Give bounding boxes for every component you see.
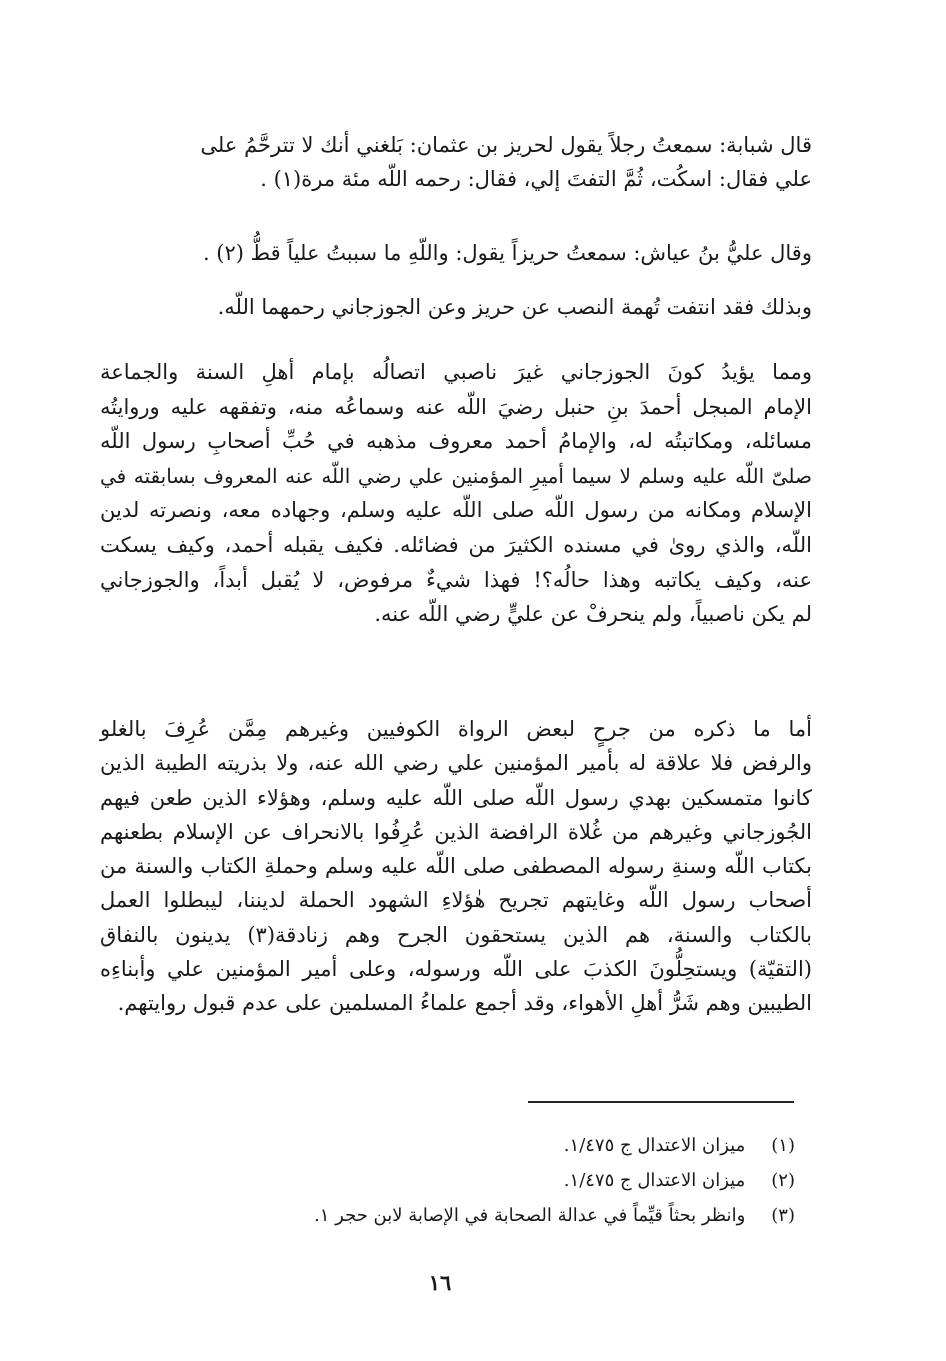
text-line: أما ما ذكره من جرحٍ لبعض الرواة الكوفيين وغيرهم مِمَّن عُرِفَ بالغلو [100, 717, 812, 741]
footnote-number: (١) [771, 1135, 795, 1156]
text-line: وقال عليُّ بنُ عياش: سمعتُ حريزاً يقول: واللّهِ ما سببتُ علياً قطُّ (٢) . [202, 241, 812, 265]
text-line: والرفض فلا علاقة له بأمير المؤمنين علي رضي الله عنه، ولا بذريته الطيبة الذين [100, 751, 812, 776]
quote-shababa [100, 128, 812, 196]
text-line: (التقيّة) ويستحِلُّونَ الكذبَ على اللّه ورسوله، وعلى أمير المؤمنين علي وأبناءِه [100, 957, 812, 982]
quote-ali-ibn-ayyash [100, 236, 812, 270]
footnote-text: ميزان الاعتدال ج ١/٤٧٥. [563, 1170, 746, 1191]
text-line: أصحاب رسول اللّه وغايتهم تجريح هٰؤلاءِ الشهود الحملة لديننا، ليبطلوا العمل [100, 888, 812, 913]
text-line: بكتاب اللّه وسنةِ رسوله المصطفى صلى اللّه عليه وسلم وحملةِ الكتاب والسنة من [100, 854, 812, 879]
page-number: ١٦ [428, 1270, 452, 1295]
footnote-text: وانظر بحثاً قيِّماً في عدالة الصحابة في الإصابة لابن حجر ١. [314, 1205, 746, 1226]
text-line: اللّه، والذي روىٰ في مسنده الكثيرَ من فضائله. فكيف يقبله أحمد، وكيف يسكت [100, 532, 812, 557]
text-line: الطيبين وهم شَرُّ أهلِ الأهواء، وقد أجمع علماءُ المسلمين على عدم قبول روايتهم. [117, 991, 812, 1016]
text-line: صلىّ اللّه عليه وسلم لا سيما أميرِ المؤمنين علي رضي اللّه عنه المعروف بسابقته في [100, 463, 812, 488]
footnote-number: (٢) [771, 1170, 795, 1191]
text-line: الجُوزجاني وغيرهم من غُلاة الرافضة الذين عُرِفُوا بالانحراف عن الإسلام بطعنهم [100, 819, 812, 844]
footnote-1 [250, 1128, 795, 1163]
text-line: الإمام المبجل أحمدَ بنِ حنبل رضيَ اللّه عنه وسماعُه منه، وتفقهه عليه وروايتُه [100, 394, 812, 419]
text-line: كانوا متمسكين بهدي رسول اللّه صلى اللّه عليه وسلم، وهؤلاء الذين طعن فيهم [100, 785, 812, 810]
text-line: لم يكن ناصبياً، ولم ينحرفْ عن عليٍّ رضي اللّه عنه. [374, 602, 812, 627]
text-line: بالكتاب والسنة، هم الذين يستحقون الجرح وهم زنادقة(٣) يدينون بالنفاق [100, 922, 812, 947]
paragraph-ahmad [100, 355, 812, 632]
text-line: الإسلام ومكانه من رسول اللّه صلى اللّه عليه وسلم، وجهاده معه، ونصرته لدين [100, 498, 812, 523]
text-line: عنه، وكيف يكاتبه وهذا حالُه؟! فهذا شيءٌ مرفوض، لا يُقبل أبداً، والجوزجاني [100, 567, 812, 592]
text-line: قال شبابة: سمعتُ رجلاً يقول لحريز بن عثمان: بَلغني أنك لا تترحَّمُ على [200, 133, 812, 157]
footnote-number: (٣) [771, 1205, 795, 1226]
text-line: علي فقال: اسكُت، ثُمَّ التفتَ إلي، فقال: رحمه اللّه مئة مرة(١) . [260, 167, 812, 191]
conclusion-line [100, 290, 812, 324]
text-line: ومما يؤيدُ كونَ الجوزجاني غيرَ ناصبي اتصالُه بإمام أهلِ السنة والجماعة [100, 360, 812, 384]
text-line: وبذلك فقد انتفت تُهمة النصب عن حريز وعن الجوزجاني رحمهما اللّه. [217, 295, 812, 319]
footnote-text: ميزان الاعتدال ج ١/٤٧٥. [563, 1135, 746, 1156]
footnote-3 [250, 1198, 795, 1233]
footnotes [250, 1128, 795, 1233]
footnote-divider [528, 1101, 794, 1103]
paragraph-narrators [100, 712, 812, 1021]
text-line: مسائله، ومكاتبتُه له، والإمامُ أحمد معروف مذهبه في حُبِّ أصحابِ رسول اللّه [100, 429, 812, 454]
footnote-2 [250, 1163, 795, 1198]
